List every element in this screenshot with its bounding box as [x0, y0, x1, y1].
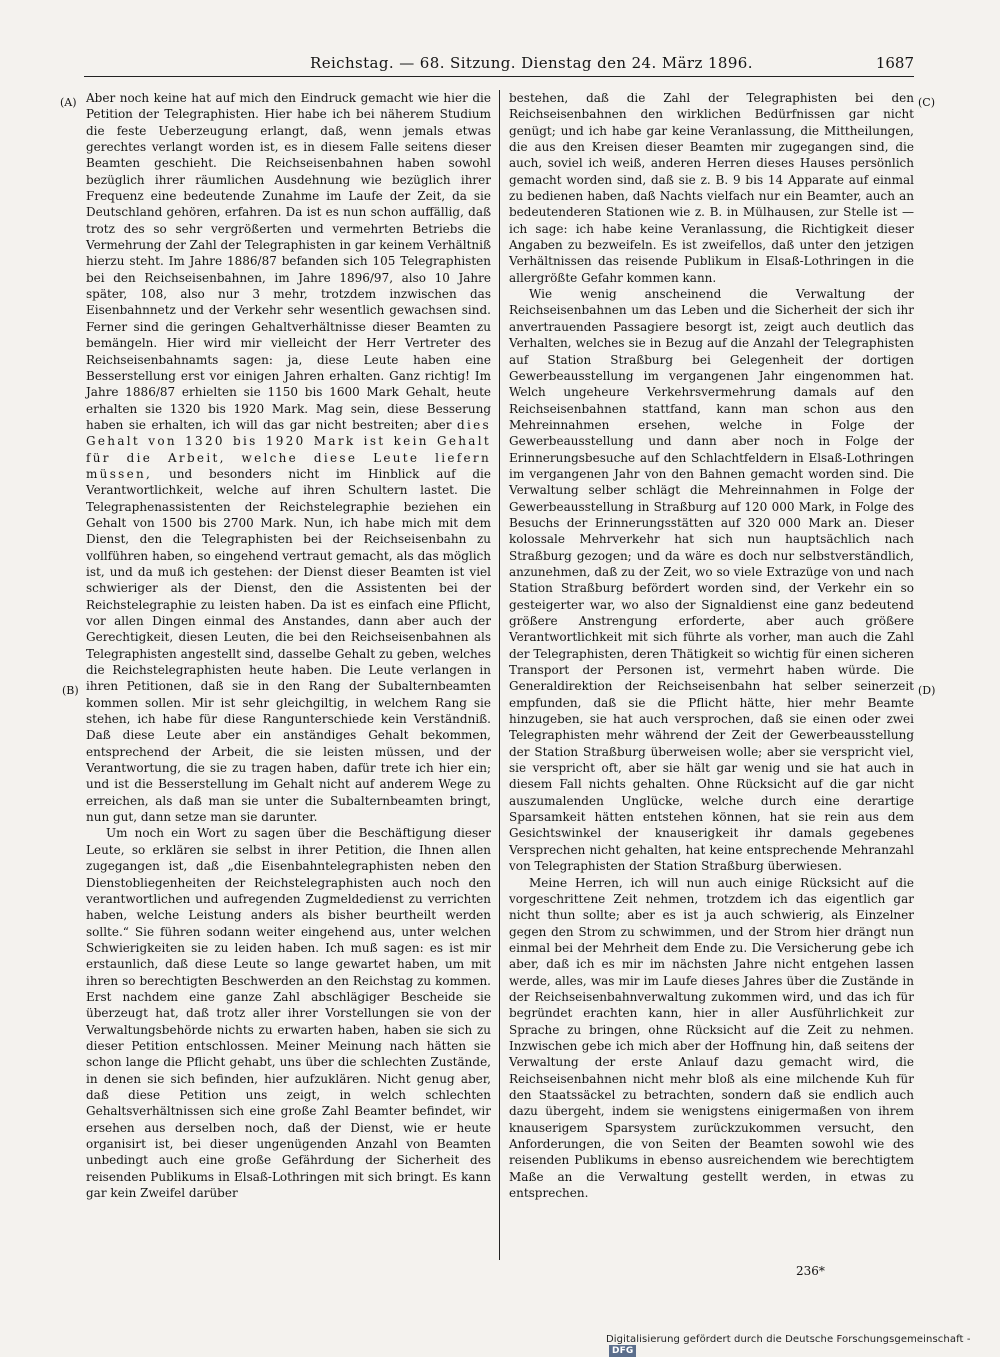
margin-marker-c: (C): [918, 96, 935, 109]
left-paragraph-1-text: Aber noch keine hat auf mich den Eindruck gemacht wie hier die Petition der Telegraphisten. Hier habe ich bei näherem Studium die feste Ueberzeugung erlangt, daß, wenn jemals etwas gerechtes verlangt worden ist, es in diesem Falle seitens dieser Beamten geschieht. Die Reichseisenbahnen haben sowohl bezüglich ihrer räumlichen Ausdehnung wie bezüglich ihrer Frequenz eine bedeutende Zunahme im Laufe der Zeit, da sie Deutschland gehören, erfahren. Da ist es nun schon auffällig, daß trotz des so sehr vergrößerten und vermehrten Betriebs die Vermehrung der Zahl der Telegraphisten in gar keinem Verhältniß hierzu steht. Im Jahre 1886/87 befanden sich 105 Telegraphisten bei den Reichseisenbahnen, im Jahre 1896/97, also 10 Jahre später, 108, also nur 3 mehr, trotzdem inzwischen das Eisenbahnnetz und der Verkehr sehr wesentlich gewachsen sind. Ferner sind die geringen Gehaltverhältnisse dieser Beamten zu bemängeln. Hier wird mir vielleicht der Herr Vertreter des Reichseisenbahnamts sagen: ja, diese Leute haben eine Besserstellung erst vor einigen Jahren erhalten. Ganz richtig! Im Jahre 1886/87 erhielten sie 1150 bis 1600 Mark Gehalt, heute erhalten sie 1320 bis 1920 Mark. Mag sein, diese Besserung haben sie erhalten, ich will das gar nicht bestreiten; aber: [86, 91, 491, 432]
right-paragraph-3: Meine Herren, ich will nun auch einige Rücksicht auf die vorgeschrittene Zeit nehmen, trotzdem ich das eigentlich gar nicht thun sollte; aber es ist ja auch schwierig, als Einzelner gegen den Strom zu schwimmen, und der Strom hier drängt nun einmal bei der Mehrheit dem Ende zu. Die Versicherung gebe ich aber, daß ich es mir im nächsten Jahre nicht entgehen lassen werde, alles, was mir im Laufe dieses Jahres über die Zustände in der Reichseisenbahnverwaltung zukommen wird, und das ich für begründet erachten kann, hier in aller Ausführlichkeit zur Sprache zu bringen, ohne Rücksicht auf die Zeit zu nehmen. Inzwischen gebe ich mich aber der Hoffnung hin, daß seitens der Verwaltung der erste Anlauf dazu gemacht wird, die Reichseisenbahnen nicht mehr bloß als eine milchende Kuh für den Staatssäckel zu betrachten, sondern daß sie endlich auch dazu übergeht, indem sie wenigstens einigermaßen von ihrem knauserigem Sparsystem zurückzukommen versucht, den Anforderungen, die von Seiten der Beamten sowohl wie des reisenden Publikums in ebenso ausreichendem wie berechtigtem Maße an die Verwaltung gestellt werden, in etwas zu entsprechen.: [509, 875, 914, 1201]
margin-marker-a: (A): [60, 96, 77, 109]
left-paragraph-1-spaced: dies Gehalt von 1320 bis 1920 Mark ist kein Gehalt für die Arbeit, welche diese Leute liefern müssen,: [86, 417, 491, 481]
left-column: [86, 90, 491, 1201]
margin-marker-b: (B): [62, 684, 79, 697]
column-divider: [499, 90, 500, 1260]
right-paragraph-2: Wie wenig anscheinend die Verwaltung der Reichseisenbahnen um das Leben und die Sicherheit der sich ihr anvertrauenden Passagiere besorgt ist, zeigt auch deutlich das Verhalten, welches sie in Bezug auf die Anzahl der Telegraphisten auf Station Straßburg bei Gelegenheit der dortigen Gewerbeausstellung im vergangenen Jahr eingenommen hat. Welch ungeheure Verkehrsvermehrung damals auf den Reichseisenbahnen stattfand, kann man schon aus den Mehreinnahmen ersehen, welche in Folge der Gewerbeausstellung und dann aber noch in Folge der Erinnerungsbesuche auf den Schlachtfeldern in Elsaß-Lothringen im vergangenen Jahr von den Bahnen gemacht worden sind. Die Verwaltung selber schlägt die Mehreinnahmen in Folge der Gewerbeausstellung in Straßburg auf 120 000 Mark, in Folge des Besuchs der Erinnerungsstätten auf 320 000 Mark an. Dieser kolossale Mehrverkehr hat sich nun hauptsächlich nach Straßburg gezogen; und da wäre es doch nur selbstverständlich, anzunehmen, daß zu der Zeit, wo so viele Extrazüge von und nach Station Straßburg befördert worden sind, der Verkehr ein so gesteigerter war, wo also der Signaldienst eine ganz bedeutend größere Anstrengung erforderte, aber auch größere Verantwortlichkeit mit sich führte als vorher, man auch die Zahl der Telegraphisten, deren Thätigkeit so wichtig für einen sicheren Transport der Personen ist, vermehrt haben würde. Die Generaldirektion der Reichseisenbahn hat selber seinerzeit empfunden, daß sie die Pflicht hätte, hier mehr Beamte hinzugeben, sie hat auch versprochen, daß sie einen oder zwei Telegraphisten mehr während der Zeit der Gewerbeausstellung der Station Straßburg überweisen wolle; aber sie verspricht viel, sie verspricht oft, aber sie hält gar wenig und sie hat auch in diesem Fall nichts gehalten. Ohne Rücksicht auf die gar nicht auszumalenden Unglücke, welche durch eine derartige Sparsamkeit hätten entstehen können, hat sie rein aus dem Gesichtswinkel der knauserigkeit ihr damals gegebenes Versprechen nicht gehalten, hat keine entsprechende Mehranzahl von Telegraphisten der Station Straßburg überwiesen.: [509, 287, 915, 874]
right-column: [509, 90, 914, 1201]
margin-marker-d: (D): [918, 684, 936, 697]
footer-text: Digitalisierung gefördert durch die Deutsche Forschungsgemeinschaft -: [606, 1334, 971, 1345]
sheet-signature: 236*: [796, 1264, 825, 1278]
left-paragraph-1: [86, 90, 491, 825]
right-paragraph-1: bestehen, daß die Zahl der Telegraphisten bei den Reichseisenbahnen den wirklichen Bedürfnissen gar nicht genügt; und ich habe gar keine Veranlassung, die Mittheilungen, die aus den Kreisen dieser Beamten mir zugegangen sind, die auch, soviel ich weiß, anderen Herren dieses Hauses persönlich gemacht worden sind, daß sie z. B. 9 bis 14 Apparate auf einmal zu bedienen haben, daß Nachts vielfach nur ein Beamter, auch an bedeutenderen Stationen wie z. B. in Mülhausen, zur Stelle ist — ich sage: ich habe keine Veranlassung, die Richtigkeit dieser Angaben zu bezweifeln. Es ist zweifellos, daß unter den jetzigen Verhältnissen das reisende Publikum in Elsaß-Lothringen in die allergrößte Gefahr kommen kann.: [509, 91, 914, 285]
left-paragraph-2: Um noch ein Wort zu sagen über die Beschäftigung dieser Leute, so erklären sie selbst in ihrer Petition, die Ihnen allen zugegangen ist, daß „die Eisenbahntelegraphisten neben den Dienstobliegenheiten der Reichstelegraphisten auch noch den verantwortlichen und aufregenden Zugmeldedienst zu verrichten haben, welche Leistung anders als bisher beurtheilt werden sollte.“ Sie führen sodann weiter eingehend aus, unter welchen Schwierigkeiten sie zu leiden haben. Ich muß sagen: es ist mir erstaunlich, daß diese Leute so lange gewartet haben, um mit ihren so berechtigten Beschwerden an den Reichstag zu kommen. Erst nachdem eine ganze Zahl abschlägiger Bescheide sie überzeugt hat, daß trotz aller ihrer Vorstellungen sie von der Verwaltungsbehörde nichts zu erwarten haben, haben sie sich zu dieser Petition entschlossen. Meiner Meinung nach hätten sie schon lange die Pflicht gehabt, uns über die schlechten Zustände, in denen sie sich befinden, hier aufzuklären. Nicht genug aber, daß diese Petition uns zeigt, in welch schlechten Gehaltsverhältnissen sich eine große Zahl Beamter befindet, wir ersehen aus derselben noch, daß der Dienst, wie er heute organisirt ist, bei dieser ungenügenden Anzahl von Beamten unbedingt auch eine große Gefährdung der Sicherheit des reisenden Publikums in Elsaß-Lothringen mit sich bringt. Es kann gar kein Zweifel darüber: [86, 826, 491, 1201]
digitization-footer: [606, 1334, 1000, 1357]
left-paragraph-1-rest: und besonders nicht im Hinblick auf die Verantwortlichkeit, welche auf ihren Schultern lastet. Die Telegraphenassistenten der Reichstelegraphie beziehen ein Gehalt von 1500 bis 2700 Mark. Nun, ich habe mich mit dem Dienst, den die Telegraphisten bei der Reichseisenbahn zu vollführen haben, so eingehend vertraut gemacht, als das möglich ist, und da muß ich gestehen: der Dienst dieser Beamten ist viel schwieriger als der Dienst, den die Assistenten bei der Reichstelegraphie zu leisten haben. Da ist es einfach eine Pflicht, vor allen Dingen einmal des Anstandes, dann aber auch der Gerechtigkeit, diesen Leuten, die bei den Reichseisenbahnen als Telegraphisten angestellt sind, dasselbe Gehalt zu geben, welches die Reichstelegraphisten heute haben. Die Leute verlangen in ihren Petitionen, daß sie in den Rang der Subalternbeamten kommen sollen. Mir ist sehr gleichgiltig, in welchem Rang sie stehen, ich habe für diese Rangunterschiede kein Verständniß. Daß diese Leute aber ein anständiges Gehalt bekommen, entsprechend der Arbeit, die sie leisten müssen, und der Verantwortung, die sie zu tragen haben, dafür trete ich hier ein; und ist die Besserstellung im Gehalt nicht auf anderem Wege zu erreichen, als daß man sie unter die Subalternbeamten bringt, nun gut, dann setze man sie darunter.: [86, 466, 491, 825]
page-number: 1687: [875, 54, 914, 72]
dfg-logo: DFG: [609, 1345, 636, 1357]
header-title: Reichstag. — 68. Sitzung. Dienstag den 24. März 1896.: [310, 54, 753, 72]
running-header: [84, 52, 914, 77]
